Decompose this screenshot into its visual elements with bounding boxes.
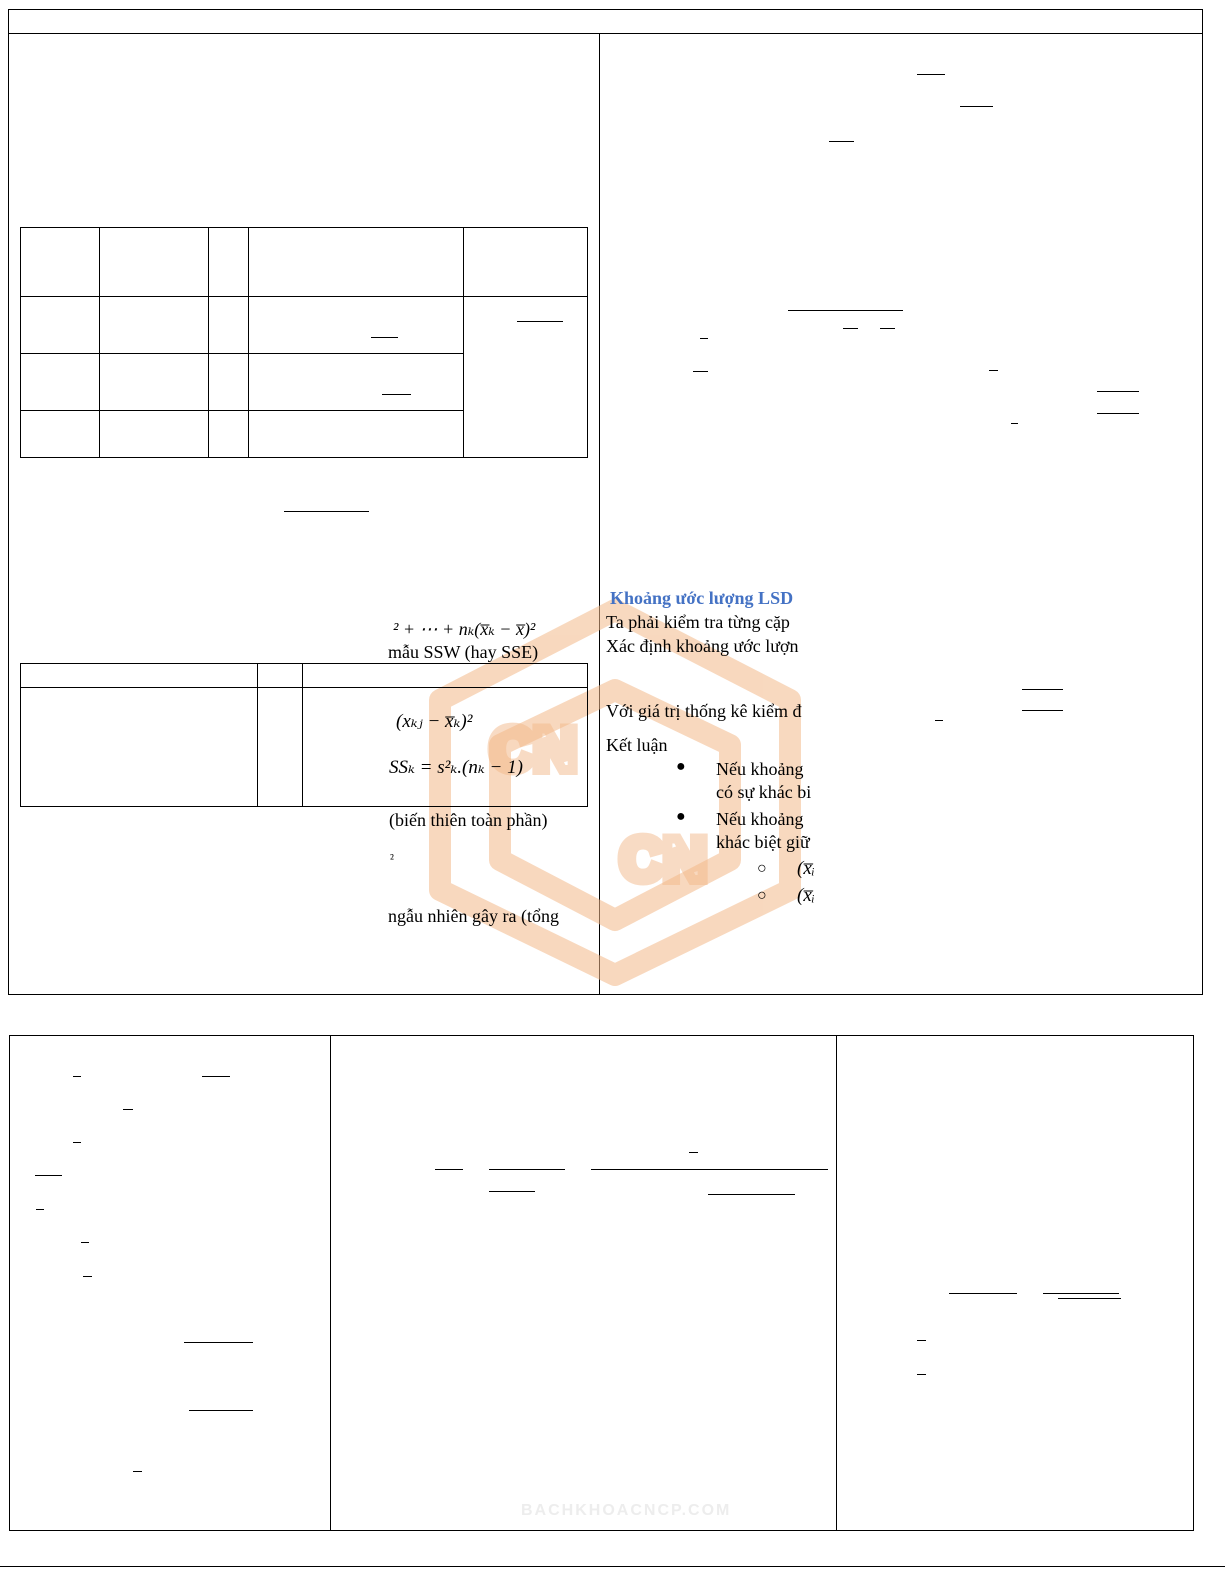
fraction-bar (917, 74, 945, 75)
fraction-bar (83, 1276, 92, 1277)
fraction-bar (1058, 1298, 1121, 1299)
lsd-line-2: Xác định khoảng ước lượn (606, 636, 799, 656)
fraction-bar (960, 106, 993, 107)
formula-ssb-sum: ² + ⋯ + nₖ(x̅ₖ − x̅)² (393, 619, 536, 639)
bullet-dot: ● (676, 808, 686, 825)
bullet-1-line-1: Nếu khoảng (716, 759, 804, 779)
fraction-bar (1011, 423, 1018, 424)
bullet-2-line-2: khác biệt giữ (716, 832, 810, 852)
bottom-col-divider-1 (330, 1035, 331, 1531)
total-variation-label: (biến thiên toàn phần) (389, 810, 548, 830)
fraction-bar (73, 1142, 81, 1143)
lsd-heading: Khoảng ước lượng LSD (610, 588, 794, 608)
sub-bullet-circle: ○ (757, 887, 767, 904)
bottom-col-divider-2 (836, 1035, 837, 1531)
fraction-bar (917, 1340, 926, 1341)
fraction-bar (1022, 710, 1063, 711)
superscript-two: ² (390, 851, 394, 866)
fraction-bar (371, 337, 398, 338)
fraction-bar (935, 720, 943, 721)
anova-table (20, 227, 588, 458)
fraction-bar (435, 1169, 463, 1170)
anova-table-row2 (20, 353, 463, 354)
fraction-bar (949, 1293, 1017, 1294)
formula-deviation: (xₖⱼ − x̅ₖ)² (396, 711, 473, 732)
svg-text:CN: CN (620, 826, 707, 893)
anova-table-col4 (463, 227, 464, 458)
lsd-line-1: Ta phải kiểm tra từng cặp (606, 612, 790, 632)
fraction-bar (133, 1471, 142, 1472)
fraction-bar (917, 1374, 926, 1375)
fraction-bar (202, 1076, 230, 1077)
fraction-bar (73, 1076, 81, 1077)
fraction-bar (591, 1169, 828, 1170)
fraction-bar (35, 1175, 62, 1176)
fraction-bar (788, 310, 903, 311)
bottom-section-frame (9, 1035, 1194, 1531)
ss-table-col2 (302, 663, 303, 807)
lsd-line-3: Với giá trị thống kê kiểm đ (606, 701, 802, 721)
fraction-bar (1097, 391, 1139, 392)
fraction-bar (829, 141, 854, 142)
footer-watermark: BACHKHOACNCP.COM (521, 1502, 732, 1519)
ss-table-col1 (257, 663, 258, 807)
conclusion-label: Kết luận (606, 735, 668, 755)
fraction-bar (489, 1191, 535, 1192)
fraction-bar (843, 328, 858, 329)
ssw-label: mẫu SSW (hay SSE) (388, 642, 539, 662)
fraction-bar (81, 1242, 89, 1243)
fraction-bar (382, 394, 411, 395)
bullet-1-line-2: có sự khác bi (716, 782, 812, 802)
fraction-bar (989, 370, 998, 371)
fraction-bar (489, 1169, 565, 1170)
fraction-bar (693, 371, 708, 372)
bullet-2-line-1: Nếu khoảng (716, 809, 804, 829)
anova-table-row3 (20, 410, 463, 411)
random-cause-label: ngẫu nhiên gây ra (tổng (388, 906, 559, 926)
sub-bullet-circle: ○ (757, 860, 767, 877)
fraction-bar (184, 1342, 253, 1343)
ss-table-header-line (20, 687, 588, 688)
fraction-bar (1022, 689, 1063, 690)
fraction-bar (708, 1194, 795, 1195)
svg-text:CN: CN (490, 716, 577, 783)
sub-bullet-1: (x̅ᵢ (797, 858, 815, 879)
fraction-bar (1043, 1293, 1119, 1294)
formula-ssk: SSₖ = s²ₖ.(nₖ − 1) (389, 757, 523, 778)
fraction-bar (284, 511, 369, 512)
anova-table-row1 (20, 296, 588, 297)
fraction-bar (1097, 413, 1139, 414)
page-bottom-rule (0, 1566, 1225, 1567)
fraction-bar (36, 1209, 44, 1210)
bullet-dot: ● (676, 758, 686, 775)
fraction-bar (189, 1410, 253, 1411)
ss-table (20, 663, 588, 807)
fraction-bar (517, 321, 563, 322)
fraction-bar (123, 1109, 133, 1110)
sub-bullet-2: (x̅ᵢ (797, 885, 815, 906)
fraction-bar (880, 328, 895, 329)
fraction-bar (689, 1152, 698, 1153)
anova-table-col1 (99, 227, 100, 458)
fraction-bar (700, 338, 708, 339)
anova-table-col3 (248, 227, 249, 458)
anova-table-col2 (208, 227, 209, 458)
